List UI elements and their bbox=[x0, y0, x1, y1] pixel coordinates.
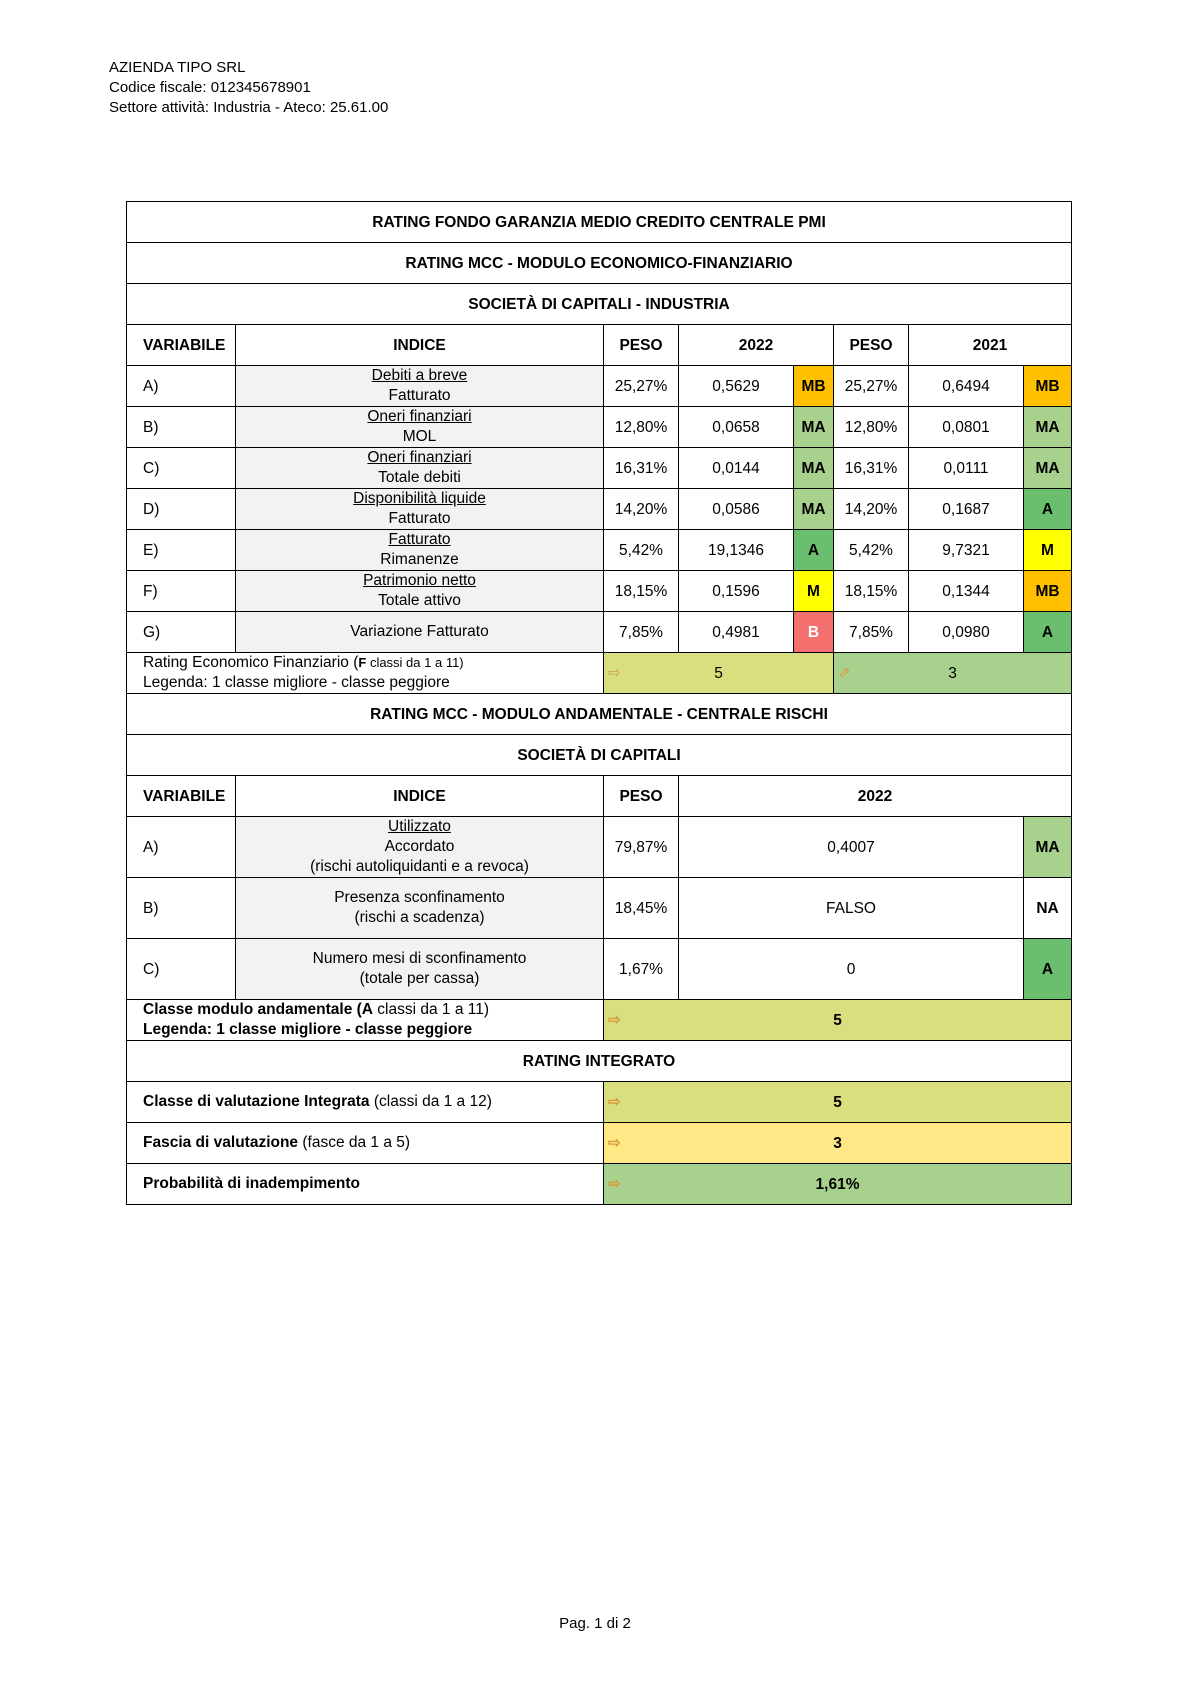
header-year: 2022 bbox=[679, 776, 1072, 817]
value: 0 bbox=[679, 939, 1024, 1000]
index-denominator: Totale attivo bbox=[378, 592, 461, 609]
value: 0,4007 bbox=[679, 817, 1024, 878]
class-badge-2021: M bbox=[1024, 530, 1072, 571]
main-title: RATING FONDO GARANZIA MEDIO CREDITO CENTRALE PMI bbox=[127, 202, 1072, 243]
ef-row-d bbox=[127, 489, 1072, 530]
variable-label: G) bbox=[127, 612, 236, 653]
right-arrow-icon: ⇨ bbox=[608, 1093, 621, 1111]
ef-row-e bbox=[127, 530, 1072, 571]
weight-2022: 25,27% bbox=[604, 366, 679, 407]
header-variabile: VARIABILE bbox=[127, 325, 236, 366]
index-label bbox=[236, 878, 604, 939]
index-line-1: Numero mesi di sconfinamento bbox=[312, 950, 527, 967]
weight: 18,45% bbox=[604, 878, 679, 939]
index-denominator: Fatturato bbox=[388, 510, 451, 527]
weight-2021: 25,27% bbox=[834, 366, 909, 407]
ef-row-a bbox=[127, 366, 1072, 407]
weight-2021: 5,42% bbox=[834, 530, 909, 571]
and-module-title: RATING MCC - MODULO ANDAMENTALE - CENTRALE RISCHI bbox=[127, 694, 1072, 735]
value-2021: 0,1687 bbox=[909, 489, 1024, 530]
variable-label: E) bbox=[127, 530, 236, 571]
and-row-b bbox=[127, 878, 1072, 939]
header-indice: INDICE bbox=[236, 325, 604, 366]
value-2021: 0,0980 bbox=[909, 612, 1024, 653]
index-label: Variazione Fatturato bbox=[236, 612, 604, 653]
ef-rating-2022 bbox=[604, 653, 834, 694]
value-2021: 0,1344 bbox=[909, 571, 1024, 612]
class-badge-2021: MA bbox=[1024, 407, 1072, 448]
header-year-2022: 2022 bbox=[679, 325, 834, 366]
class-badge: NA bbox=[1024, 878, 1072, 939]
class-badge-2021: A bbox=[1024, 489, 1072, 530]
weight-2021: 18,15% bbox=[834, 571, 909, 612]
weight: 1,67% bbox=[604, 939, 679, 1000]
and-header-row bbox=[127, 776, 1072, 817]
up-right-arrow-icon: ⇗ bbox=[838, 664, 851, 682]
and-company-type: SOCIETÀ DI CAPITALI bbox=[127, 735, 1072, 776]
and-rating-value: 5 bbox=[833, 1011, 842, 1029]
integrated-band-cell bbox=[604, 1123, 1072, 1164]
ef-rating-value-2021: 3 bbox=[948, 664, 957, 682]
index-ratio bbox=[236, 489, 604, 530]
value-2022: 0,0658 bbox=[679, 407, 794, 448]
integrated-band-label-text: Fascia di valutazione bbox=[143, 1134, 299, 1151]
weight-2021: 12,80% bbox=[834, 407, 909, 448]
value-2022: 0,5629 bbox=[679, 366, 794, 407]
and-rating-letter: A bbox=[361, 1001, 373, 1018]
variable-label: B) bbox=[127, 407, 236, 448]
ef-header-row bbox=[127, 325, 1072, 366]
and-rating-row bbox=[127, 1000, 1072, 1041]
weight-2022: 14,20% bbox=[604, 489, 679, 530]
index-ratio bbox=[236, 407, 604, 448]
variable-label: B) bbox=[127, 878, 236, 939]
index-ratio bbox=[236, 817, 604, 878]
fiscal-code: Codice fiscale: 012345678901 bbox=[109, 79, 311, 96]
variable-label: F) bbox=[127, 571, 236, 612]
ef-rating-letter: F bbox=[358, 655, 367, 670]
variable-label: C) bbox=[127, 448, 236, 489]
and-rating-cell bbox=[604, 1000, 1072, 1041]
ef-rating-label bbox=[127, 653, 604, 694]
and-rating-legend: Legenda: 1 classe migliore - classe peggiore bbox=[143, 1021, 473, 1038]
index-denominator: Fatturato bbox=[388, 387, 451, 404]
index-numerator: Disponibilità liquide bbox=[353, 490, 486, 507]
class-badge-2021: A bbox=[1024, 612, 1072, 653]
index-label bbox=[236, 939, 604, 1000]
integrated-band-value: 3 bbox=[833, 1134, 842, 1152]
weight-2022: 16,31% bbox=[604, 448, 679, 489]
variable-label: A) bbox=[127, 366, 236, 407]
default-probability-value: 1,61% bbox=[815, 1175, 860, 1193]
ef-module-title: RATING MCC - MODULO ECONOMICO-FINANZIARIO bbox=[127, 243, 1072, 284]
index-note: (rischi autoliquidanti e a revoca) bbox=[310, 858, 529, 875]
integrated-class-range: (classi da 1 a 12) bbox=[369, 1093, 492, 1110]
right-arrow-icon: ⇨ bbox=[608, 664, 621, 682]
index-denominator: MOL bbox=[402, 428, 437, 445]
index-numerator: Fatturato bbox=[388, 531, 451, 548]
index-numerator: Oneri finanziari bbox=[367, 408, 472, 425]
right-arrow-icon: ⇨ bbox=[608, 1134, 621, 1152]
weight-2021: 14,20% bbox=[834, 489, 909, 530]
header-peso-2021: PESO bbox=[834, 325, 909, 366]
weight-2022: 7,85% bbox=[604, 612, 679, 653]
integrated-class-value: 5 bbox=[833, 1093, 842, 1111]
index-line-1: Presenza sconfinamento bbox=[334, 889, 505, 906]
header-year-2021: 2021 bbox=[909, 325, 1072, 366]
index-line-2: (totale per cassa) bbox=[359, 970, 480, 987]
value-2022: 0,0144 bbox=[679, 448, 794, 489]
class-badge-2022: A bbox=[794, 530, 834, 571]
index-line-2: (rischi a scadenza) bbox=[354, 909, 485, 926]
company-name: AZIENDA TIPO SRL bbox=[109, 59, 246, 76]
index-denominator: Accordato bbox=[384, 838, 455, 855]
ef-rating-legend: Legenda: 1 classe migliore - classe peggiore bbox=[143, 674, 450, 691]
value-2021: 0,6494 bbox=[909, 366, 1024, 407]
class-badge-2022: MA bbox=[794, 407, 834, 448]
ef-rating-label-start: Rating Economico Finanziario ( bbox=[143, 654, 359, 671]
variable-label: D) bbox=[127, 489, 236, 530]
class-badge: MA bbox=[1024, 817, 1072, 878]
index-ratio bbox=[236, 530, 604, 571]
weight-2021: 7,85% bbox=[834, 612, 909, 653]
variable-label: A) bbox=[127, 817, 236, 878]
index-ratio bbox=[236, 571, 604, 612]
rating-table bbox=[126, 201, 1072, 1205]
class-badge-2022: MA bbox=[794, 489, 834, 530]
index-ratio bbox=[236, 448, 604, 489]
value-2021: 0,0111 bbox=[909, 448, 1024, 489]
class-badge: A bbox=[1024, 939, 1072, 1000]
integrated-band-row bbox=[127, 1123, 1072, 1164]
header-peso: PESO bbox=[604, 776, 679, 817]
ef-row-b bbox=[127, 407, 1072, 448]
value-2021: 9,7321 bbox=[909, 530, 1024, 571]
value-2022: 0,0586 bbox=[679, 489, 794, 530]
integrated-class-cell bbox=[604, 1082, 1072, 1123]
header-indice: INDICE bbox=[236, 776, 604, 817]
value-2022: 19,1346 bbox=[679, 530, 794, 571]
index-numerator: Debiti a breve bbox=[371, 367, 468, 384]
integrated-class-label-text: Classe di valutazione Integrata bbox=[143, 1093, 370, 1110]
ef-rating-value-2022: 5 bbox=[714, 664, 723, 682]
value-2021: 0,0801 bbox=[909, 407, 1024, 448]
ef-rating-range: classi da 1 a 11) bbox=[366, 655, 464, 670]
weight-2022: 12,80% bbox=[604, 407, 679, 448]
and-row-a bbox=[127, 817, 1072, 878]
weight: 79,87% bbox=[604, 817, 679, 878]
integrated-band-label bbox=[127, 1123, 604, 1164]
class-badge-2021: MB bbox=[1024, 571, 1072, 612]
weight-2022: 18,15% bbox=[604, 571, 679, 612]
header-peso-2022: PESO bbox=[604, 325, 679, 366]
value-2022: 0,4981 bbox=[679, 612, 794, 653]
index-numerator: Utilizzato bbox=[388, 818, 451, 835]
variable-label: C) bbox=[127, 939, 236, 1000]
index-numerator: Patrimonio netto bbox=[363, 572, 476, 589]
and-rating-label bbox=[127, 1000, 604, 1041]
and-row-c bbox=[127, 939, 1072, 1000]
ef-row-c bbox=[127, 448, 1072, 489]
index-denominator: Rimanenze bbox=[380, 551, 459, 568]
right-arrow-icon: ⇨ bbox=[608, 1011, 621, 1029]
default-probability-cell bbox=[604, 1164, 1072, 1205]
class-badge-2022: MB bbox=[794, 366, 834, 407]
integrated-band-range: (fasce da 1 a 5) bbox=[298, 1134, 411, 1151]
page-number: Pag. 1 di 2 bbox=[559, 1615, 631, 1632]
weight-2022: 5,42% bbox=[604, 530, 679, 571]
index-denominator: Totale debiti bbox=[378, 469, 461, 486]
integrated-title: RATING INTEGRATO bbox=[127, 1041, 1072, 1082]
index-numerator: Oneri finanziari bbox=[367, 449, 472, 466]
class-badge-2022: M bbox=[794, 571, 834, 612]
header-variabile: VARIABILE bbox=[127, 776, 236, 817]
value-2022: 0,1596 bbox=[679, 571, 794, 612]
class-badge-2022: MA bbox=[794, 448, 834, 489]
right-arrow-icon: ⇨ bbox=[608, 1175, 621, 1193]
class-badge-2021: MB bbox=[1024, 366, 1072, 407]
class-badge-2021: MA bbox=[1024, 448, 1072, 489]
class-badge-2022: B bbox=[794, 612, 834, 653]
integrated-class-label bbox=[127, 1082, 604, 1123]
default-probability-label: Probabilità di inadempimento bbox=[127, 1164, 604, 1205]
integrated-class-row bbox=[127, 1082, 1072, 1123]
and-rating-label-start: Classe modulo andamentale ( bbox=[143, 1001, 362, 1018]
default-probability-row bbox=[127, 1164, 1072, 1205]
weight-2021: 16,31% bbox=[834, 448, 909, 489]
ef-company-type: SOCIETÀ DI CAPITALI - INDUSTRIA bbox=[127, 284, 1072, 325]
ef-row-f bbox=[127, 571, 1072, 612]
ef-rating-2021 bbox=[834, 653, 1072, 694]
ef-rating-row bbox=[127, 653, 1072, 694]
ef-row-g bbox=[127, 612, 1072, 653]
sector: Settore attività: Industria - Ateco: 25.61.00 bbox=[109, 99, 389, 116]
index-ratio bbox=[236, 366, 604, 407]
company-header bbox=[109, 58, 388, 118]
value: FALSO bbox=[679, 878, 1024, 939]
and-rating-range: classi da 1 a 11) bbox=[372, 1001, 490, 1018]
